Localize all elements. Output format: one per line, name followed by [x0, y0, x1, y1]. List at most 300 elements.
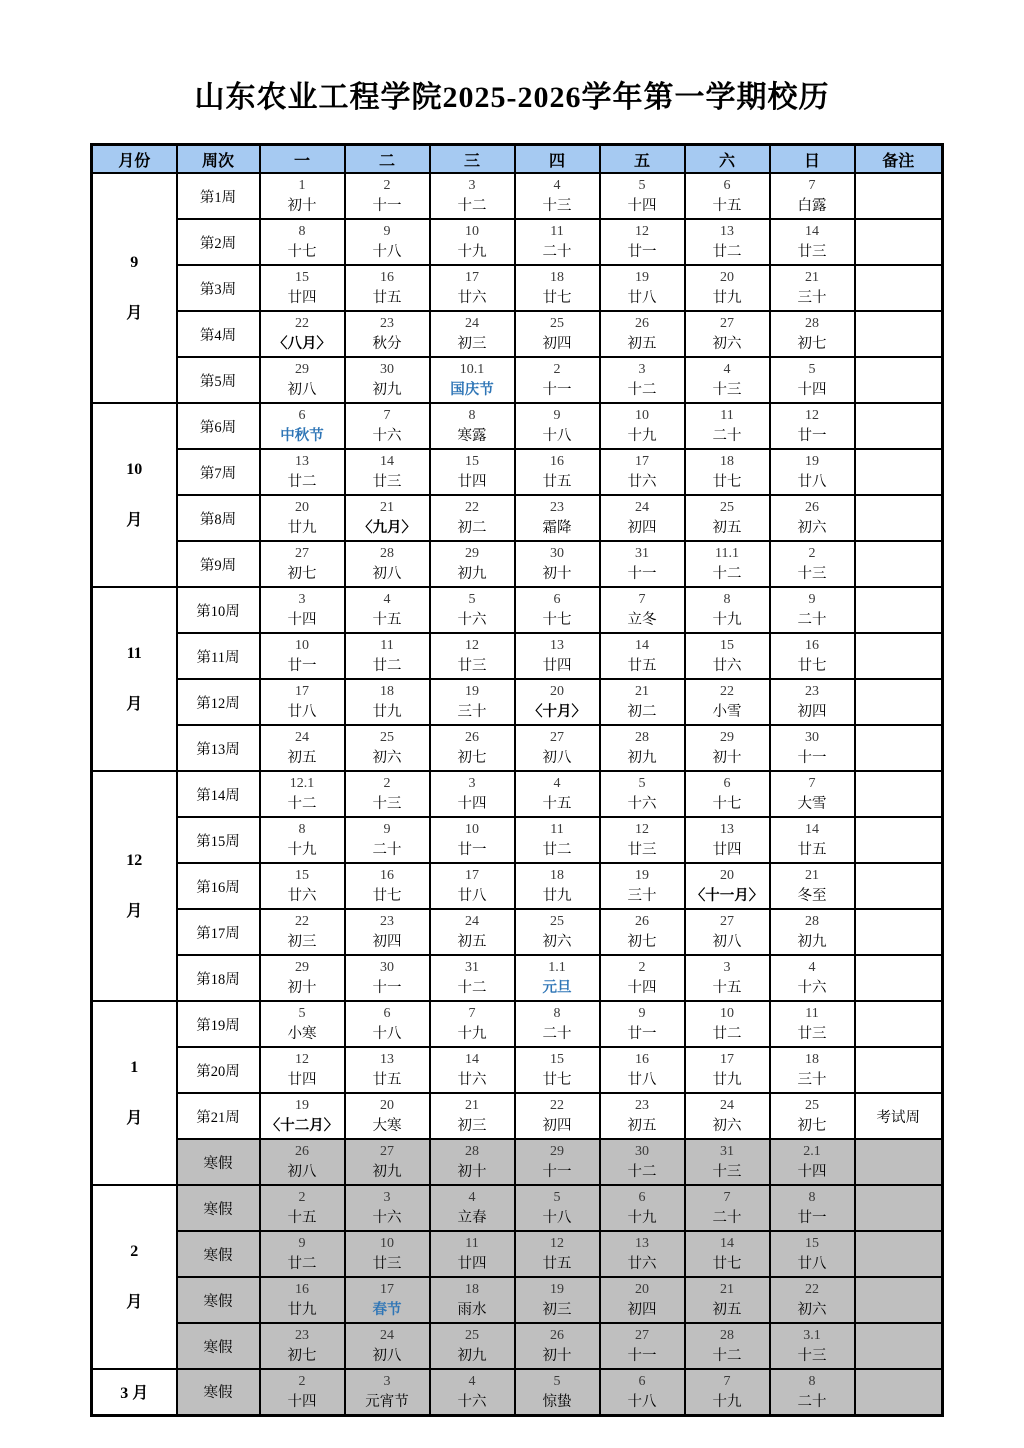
date-number: 12.1: [289, 776, 315, 791]
lunar-label: 十二: [457, 198, 487, 214]
day-cell: [260, 909, 345, 955]
day-cell: [770, 1323, 855, 1369]
lunar-label: 廿三: [797, 244, 827, 260]
day-cell: [515, 863, 600, 909]
lunar-label: 雨水: [457, 1302, 487, 1318]
day-cell: [430, 219, 515, 265]
date-number: 9: [638, 1006, 646, 1021]
date-number: 7: [468, 1006, 476, 1021]
date-number: 9: [808, 592, 816, 607]
lunar-label: 初五: [712, 1302, 742, 1318]
date-number: 26: [550, 1328, 564, 1343]
date-number: 7: [723, 1373, 731, 1389]
day-cell: [260, 1277, 345, 1323]
date-number: 22: [465, 500, 479, 515]
lunar-label: 二十: [542, 1026, 572, 1042]
date-number: 27: [550, 730, 564, 745]
lunar-label: 初七: [287, 566, 317, 582]
day-cell: [685, 817, 770, 863]
lunar-label: 初八: [287, 382, 317, 398]
day-cell: [600, 311, 685, 357]
lunar-label: 廿九: [712, 290, 742, 306]
header-cell-note: 备注: [855, 145, 943, 174]
lunar-label: 廿三: [457, 658, 487, 674]
lunar-label: 廿六: [457, 1072, 487, 1088]
day-cell: [515, 633, 600, 679]
date-number: 2: [638, 960, 646, 975]
note-cell: [855, 449, 943, 495]
festival-label: 元旦: [542, 980, 572, 996]
date-number: 12: [465, 638, 479, 653]
lunar-label: 廿六: [627, 1256, 657, 1272]
date-number: 3: [723, 960, 731, 975]
day-cell: [770, 1093, 855, 1139]
date-number: 6: [553, 592, 561, 607]
date-number: 2: [383, 776, 391, 791]
date-number: 6: [298, 408, 306, 423]
day-cell: [345, 725, 430, 771]
lunar-label: 初十: [542, 1348, 572, 1364]
lunar-label: 廿九: [372, 704, 402, 720]
day-cell: [430, 587, 515, 633]
date-number: 19: [465, 684, 479, 699]
calendar-week-row: [92, 311, 943, 357]
lunar-label: 廿四: [457, 474, 487, 490]
lunar-label: 初十: [712, 750, 742, 766]
day-cell: [685, 541, 770, 587]
lunar-label: 初七: [797, 336, 827, 352]
day-cell: [515, 449, 600, 495]
date-number: 8: [298, 822, 306, 837]
date-number: 3: [468, 178, 476, 193]
date-number: 13: [720, 224, 734, 239]
lunar-label: 十四: [287, 612, 317, 628]
lunar-label: 初十: [542, 566, 572, 582]
lunar-label: 十一: [627, 1348, 657, 1364]
lunar-label: 廿五: [542, 474, 572, 490]
week-cell: 第6周: [177, 403, 260, 449]
lunar-label: 十三: [797, 566, 827, 582]
lunar-label: 十一: [797, 750, 827, 766]
date-number: 8: [808, 1373, 816, 1389]
date-number: 22: [805, 1282, 819, 1297]
lunar-label: 十一: [372, 980, 402, 996]
month-label: 2: [130, 1242, 139, 1260]
lunar-label: 十六: [372, 1210, 402, 1226]
day-cell: [430, 265, 515, 311]
date-number: 16: [295, 1282, 309, 1297]
day-cell: [515, 1093, 600, 1139]
date-number: 27: [720, 914, 734, 929]
month-cell: [92, 1185, 177, 1369]
date-number: 5: [638, 178, 646, 193]
day-cell: [685, 725, 770, 771]
date-number: 28: [465, 1144, 479, 1159]
lunar-label: 廿四: [287, 290, 317, 306]
day-cell: [345, 1369, 430, 1415]
month-cell: [92, 173, 177, 403]
festival-label: 中秋节: [280, 428, 324, 444]
day-cell: [515, 1185, 600, 1231]
day-cell: [515, 1047, 600, 1093]
day-cell: [260, 587, 345, 633]
day-cell: [345, 265, 430, 311]
date-number: 17: [465, 270, 479, 285]
date-number: 19: [550, 1282, 564, 1297]
note-cell: [855, 1323, 943, 1369]
holiday-week-row: [92, 1185, 943, 1231]
day-cell: [430, 1323, 515, 1369]
day-cell: [770, 1185, 855, 1231]
day-cell: [600, 955, 685, 1001]
date-number: 30: [635, 1144, 649, 1159]
month-label: 月: [126, 1293, 143, 1311]
calendar-week-row: [92, 863, 943, 909]
date-number: 13: [550, 638, 564, 653]
lunar-label: 初十: [457, 1164, 487, 1180]
date-number: 18: [550, 868, 564, 883]
note-cell: 考试周: [855, 1093, 943, 1139]
week-cell: 第19周: [177, 1001, 260, 1047]
lunar-label: 初九: [372, 1164, 402, 1180]
lunar-label: 初七: [287, 1348, 317, 1364]
calendar-week-row: [92, 495, 943, 541]
day-cell: [430, 1277, 515, 1323]
day-cell: [260, 725, 345, 771]
lunar-label: 初十: [287, 198, 317, 214]
lunar-label: 十四: [797, 382, 827, 398]
lunar-label: 十九: [457, 244, 487, 260]
lunar-label: 十四: [457, 796, 487, 812]
day-cell: [600, 587, 685, 633]
date-number: 26: [635, 316, 649, 331]
day-cell: [770, 725, 855, 771]
date-number: 27: [635, 1328, 649, 1343]
date-number: 4: [808, 960, 816, 975]
lunar-label: 十二: [712, 566, 742, 582]
day-cell: [515, 1277, 600, 1323]
lunar-label: 廿五: [627, 658, 657, 674]
day-cell: [260, 1139, 345, 1185]
date-number: 11: [805, 1006, 819, 1021]
date-number: 30: [805, 730, 819, 745]
day-cell: [430, 541, 515, 587]
calendar-week-row: [92, 771, 943, 817]
date-number: 7: [638, 592, 646, 607]
calendar-week-row: [92, 633, 943, 679]
lunar-label: 十四: [797, 1164, 827, 1180]
lunar-label: 十七: [287, 244, 317, 260]
date-number: 17: [720, 1052, 734, 1067]
lunar-label: 十四: [287, 1393, 317, 1410]
page-title: 山东农业工程学院2025-2026学年第一学期校历: [194, 81, 830, 114]
lunar-label: 廿四: [542, 658, 572, 674]
date-number: 1.1: [548, 960, 566, 975]
day-cell: [685, 1277, 770, 1323]
calendar-week-row: [92, 909, 943, 955]
day-cell: [685, 1323, 770, 1369]
date-number: 29: [720, 730, 734, 745]
day-cell: [430, 495, 515, 541]
day-cell: [770, 173, 855, 219]
day-cell: [430, 1093, 515, 1139]
lunar-label: 初六: [712, 336, 742, 352]
lunar-label: 廿八: [627, 1072, 657, 1088]
lunar-label: 三十: [797, 290, 827, 306]
lunar-label: 十五: [542, 796, 572, 812]
date-number: 7: [383, 408, 391, 423]
lunar-label: 初三: [457, 1118, 487, 1134]
day-cell: [600, 1369, 685, 1415]
date-number: 16: [380, 868, 394, 883]
date-number: 11: [550, 822, 564, 837]
date-number: 6: [723, 178, 731, 193]
day-cell: [685, 679, 770, 725]
lunar-label: 三十: [457, 704, 487, 720]
calendar-week-row: [92, 1001, 943, 1047]
date-number: 28: [720, 1328, 734, 1343]
day-cell: [345, 587, 430, 633]
day-cell: [345, 1277, 430, 1323]
day-cell: [345, 771, 430, 817]
header-cell-day-tue: 二: [345, 145, 430, 174]
day-cell: [345, 1047, 430, 1093]
day-cell: [515, 909, 600, 955]
day-cell: [770, 541, 855, 587]
month-label: 12: [126, 851, 143, 869]
day-cell: [345, 311, 430, 357]
date-number: 13: [720, 822, 734, 837]
week-cell: 第2周: [177, 219, 260, 265]
lunar-label: 初六: [797, 520, 827, 536]
day-cell: [430, 817, 515, 863]
date-number: 21: [805, 868, 819, 883]
day-cell: [600, 357, 685, 403]
day-cell: [260, 771, 345, 817]
lunar-label: 初八: [542, 750, 572, 766]
day-cell: [345, 1323, 430, 1369]
date-number: 21: [635, 684, 649, 699]
day-cell: [685, 955, 770, 1001]
date-number: 18: [720, 454, 734, 469]
day-cell: [600, 909, 685, 955]
date-number: 15: [550, 1052, 564, 1067]
day-cell: [430, 1047, 515, 1093]
calendar-week-row: [92, 679, 943, 725]
lunar-label: 小寒: [287, 1026, 317, 1042]
day-cell: [685, 219, 770, 265]
date-number: 10: [380, 1236, 394, 1251]
week-cell: 第15周: [177, 817, 260, 863]
day-cell: [430, 173, 515, 219]
date-number: 27: [295, 546, 309, 561]
lunar-label: 大寒: [372, 1118, 402, 1134]
day-cell: [515, 725, 600, 771]
note-cell: [855, 1001, 943, 1047]
week-cell: 第7周: [177, 449, 260, 495]
lunar-month-marker: 〈十月〉: [528, 704, 586, 720]
date-number: 19: [805, 454, 819, 469]
holiday-week-row: [92, 1277, 943, 1323]
lunar-label: 廿八: [797, 474, 827, 490]
lunar-label: 十八: [372, 1026, 402, 1042]
week-cell: 寒假: [177, 1323, 260, 1369]
day-cell: [770, 1139, 855, 1185]
lunar-label: 初四: [627, 520, 657, 536]
month-label: 3 月: [120, 1385, 149, 1403]
lunar-label: 十九: [457, 1026, 487, 1042]
day-cell: [515, 679, 600, 725]
date-number: 24: [465, 914, 479, 929]
week-cell: 寒假: [177, 1185, 260, 1231]
month-label: 10: [126, 460, 143, 478]
note-cell: [855, 633, 943, 679]
date-number: 10: [720, 1006, 734, 1021]
date-number: 19: [295, 1098, 309, 1113]
lunar-label: 寒露: [457, 428, 487, 444]
day-cell: [345, 1001, 430, 1047]
note-cell: [855, 1185, 943, 1231]
day-cell: [430, 449, 515, 495]
date-number: 10: [465, 822, 479, 837]
date-number: 14: [465, 1052, 479, 1067]
day-cell: [260, 633, 345, 679]
day-cell: [685, 1369, 770, 1415]
day-cell: [345, 817, 430, 863]
calendar-week-row: [92, 173, 943, 219]
month-label: 月: [126, 902, 143, 920]
date-number: 22: [295, 316, 309, 331]
day-cell: [515, 1139, 600, 1185]
date-number: 8: [553, 1006, 561, 1021]
date-number: 24: [380, 1328, 394, 1343]
lunar-label: 十八: [542, 428, 572, 444]
day-cell: [600, 725, 685, 771]
date-number: 11: [550, 224, 564, 239]
lunar-label: 小雪: [712, 704, 742, 720]
calendar-week-row: [92, 587, 943, 633]
day-cell: [260, 1047, 345, 1093]
header-cell-day-fri: 五: [600, 145, 685, 174]
lunar-label: 十二: [627, 1164, 657, 1180]
week-cell: 第11周: [177, 633, 260, 679]
note-cell: [855, 1139, 943, 1185]
day-cell: [260, 495, 345, 541]
lunar-label: 廿三: [372, 474, 402, 490]
date-number: 14: [805, 822, 819, 837]
date-number: 14: [380, 454, 394, 469]
date-number: 8: [468, 408, 476, 423]
week-cell: 第17周: [177, 909, 260, 955]
holiday-week-row: [92, 1139, 943, 1185]
lunar-label: 十八: [627, 1393, 657, 1410]
day-cell: [770, 909, 855, 955]
lunar-label: 十三: [372, 796, 402, 812]
date-number: 23: [380, 914, 394, 929]
day-cell: [345, 495, 430, 541]
day-cell: [685, 771, 770, 817]
date-number: 26: [465, 730, 479, 745]
lunar-label: 十七: [712, 796, 742, 812]
lunar-label: 廿五: [372, 1072, 402, 1088]
date-number: 21: [805, 270, 819, 285]
date-number: 11: [720, 408, 734, 423]
lunar-label: 十一: [542, 1164, 572, 1180]
date-number: 10.1: [459, 362, 485, 377]
note-cell: [855, 679, 943, 725]
week-cell: 第14周: [177, 771, 260, 817]
date-number: 7: [808, 178, 816, 193]
date-number: 25: [550, 316, 564, 331]
date-number: 9: [553, 408, 561, 423]
day-cell: [600, 403, 685, 449]
lunar-label: 二十: [372, 842, 402, 858]
week-cell: 寒假: [177, 1139, 260, 1185]
day-cell: [770, 587, 855, 633]
lunar-label: 廿六: [627, 474, 657, 490]
day-cell: [345, 541, 430, 587]
lunar-label: 廿六: [457, 290, 487, 306]
day-cell: [685, 1047, 770, 1093]
day-cell: [260, 541, 345, 587]
lunar-label: 十二: [287, 796, 317, 812]
day-cell: [600, 1001, 685, 1047]
lunar-label: 廿四: [712, 842, 742, 858]
week-cell: 第4周: [177, 311, 260, 357]
day-cell: [515, 495, 600, 541]
day-cell: [600, 771, 685, 817]
lunar-label: 十二: [457, 980, 487, 996]
day-cell: [600, 173, 685, 219]
lunar-label: 廿八: [797, 1256, 827, 1272]
header-cell-week: 周次: [177, 145, 260, 174]
day-cell: [600, 1231, 685, 1277]
date-number: 20: [380, 1098, 394, 1113]
note-cell: [855, 495, 943, 541]
day-cell: [685, 1185, 770, 1231]
date-number: 26: [635, 914, 649, 929]
day-cell: [770, 1277, 855, 1323]
day-cell: [770, 219, 855, 265]
day-cell: [515, 403, 600, 449]
lunar-label: 十一: [627, 566, 657, 582]
day-cell: [260, 403, 345, 449]
date-number: 7: [808, 776, 816, 791]
lunar-label: 二十: [797, 612, 827, 628]
lunar-label: 初二: [457, 520, 487, 536]
day-cell: [770, 357, 855, 403]
date-number: 22: [720, 684, 734, 699]
date-number: 3: [638, 362, 646, 377]
lunar-label: 初三: [287, 934, 317, 950]
lunar-label: 初九: [797, 934, 827, 950]
day-cell: [345, 1231, 430, 1277]
date-number: 16: [805, 638, 819, 653]
date-number: 21: [380, 500, 394, 515]
date-number: 12: [550, 1236, 564, 1251]
day-cell: [430, 1185, 515, 1231]
day-cell: [430, 311, 515, 357]
lunar-label: 初五: [627, 336, 657, 352]
date-number: 16: [550, 454, 564, 469]
day-cell: [430, 955, 515, 1001]
day-cell: [770, 863, 855, 909]
day-cell: [430, 1001, 515, 1047]
date-number: 5: [298, 1006, 306, 1021]
day-cell: [260, 357, 345, 403]
day-cell: [260, 1185, 345, 1231]
note-cell: [855, 357, 943, 403]
